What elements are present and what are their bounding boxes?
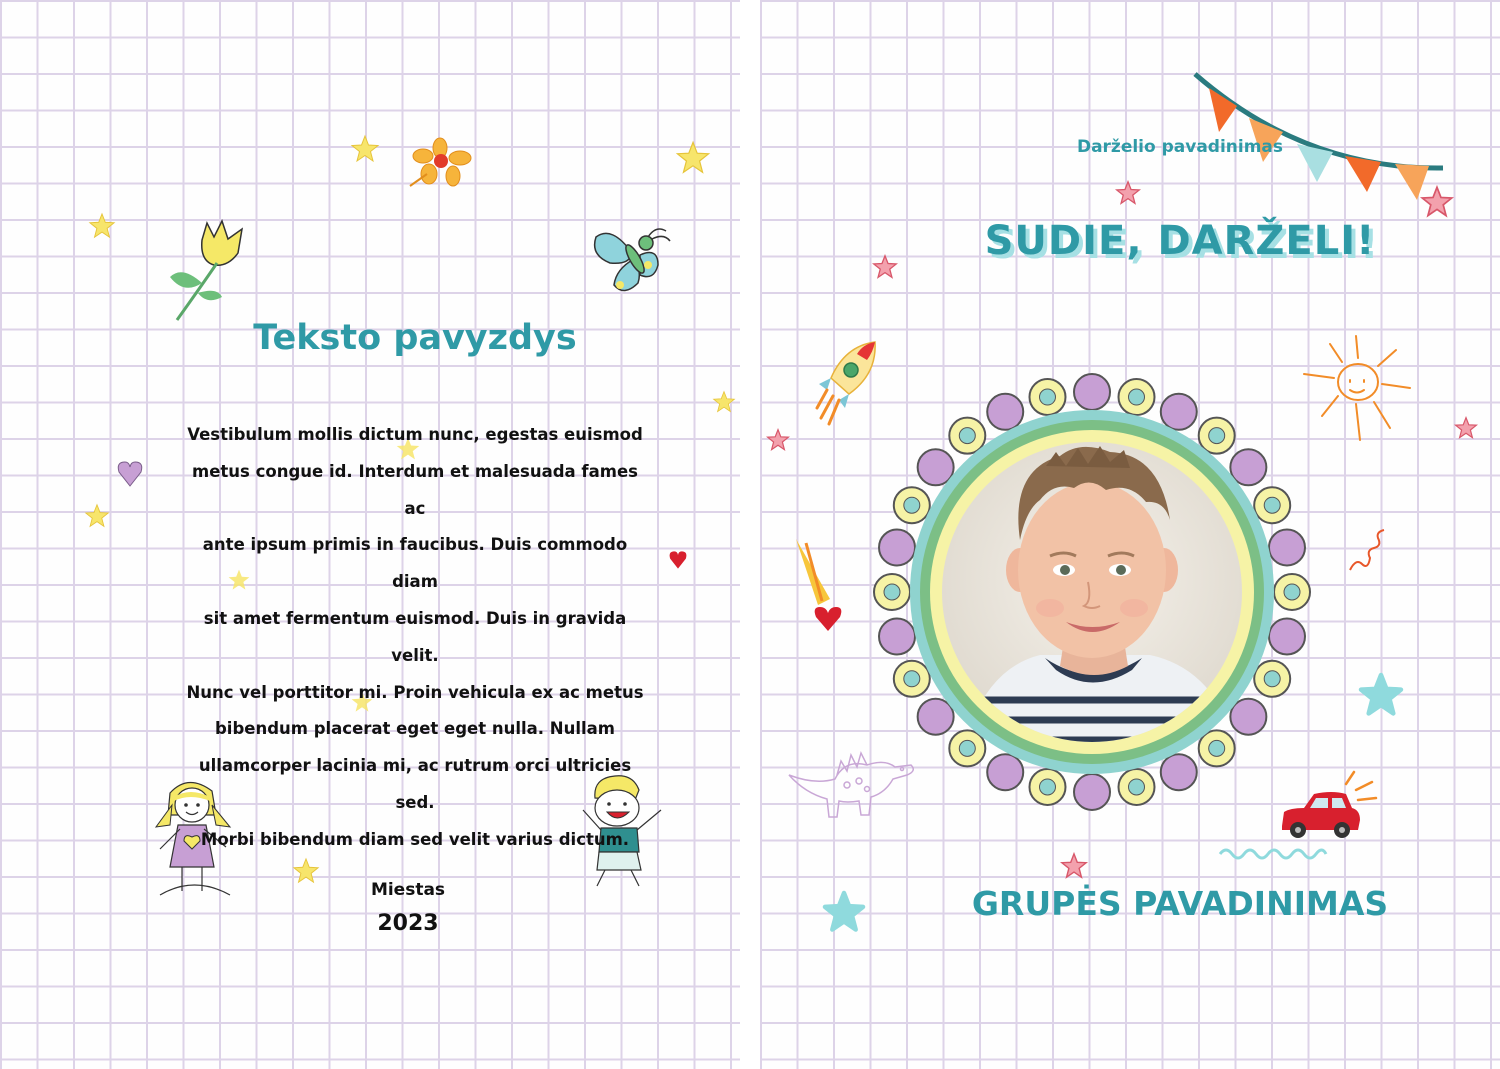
bead (987, 754, 1023, 790)
bead-dot (1209, 740, 1225, 756)
kindergarten-name: Darželio pavadinimas (1076, 137, 1284, 157)
sun-icon (1300, 330, 1415, 445)
star-icon (88, 212, 116, 240)
city-label: Miestas (370, 880, 446, 900)
bead-dot (959, 428, 975, 444)
bead (1230, 699, 1266, 735)
tulip-icon (162, 215, 252, 325)
body-line: ullamcorper lacinia mi, ac rutrum orci ultricies sed. (198, 756, 632, 812)
heart-icon (668, 550, 688, 570)
butterfly-icon (590, 225, 680, 300)
bead (1269, 619, 1305, 655)
bead (918, 699, 954, 735)
star-icon (1115, 180, 1141, 206)
body-line: Morbi bibendum diam sed velit varius dictum. (200, 829, 630, 849)
star-icon (1420, 185, 1454, 219)
bead (1161, 754, 1197, 790)
bead-dot (1129, 779, 1145, 795)
bead (1230, 449, 1266, 485)
body-line: Vestibulum mollis dictum nunc, egestas euismod (187, 425, 643, 444)
bead-dot (1264, 671, 1280, 687)
bead-dot (1129, 389, 1145, 405)
body-line: Nunc vel porttitor mi. Proin vehicula ex ac metus (186, 682, 644, 702)
body-line: metus congue id. Interdum et malesuada fames ac (192, 461, 638, 518)
bead-dot (904, 497, 920, 513)
heart-icon (117, 460, 143, 488)
year-label: 2023 (377, 911, 439, 936)
bead-dot (1209, 428, 1225, 444)
star-icon (712, 390, 736, 414)
bead-dot (1039, 389, 1055, 405)
star-icon (1358, 672, 1404, 718)
flower-icon (405, 138, 475, 190)
star-icon (350, 134, 380, 164)
left-page (0, 0, 740, 1069)
bead (918, 449, 954, 485)
star-icon (84, 503, 110, 529)
bead (1161, 394, 1197, 430)
bead (879, 619, 915, 655)
bead-dot (884, 584, 900, 600)
star-icon (1454, 416, 1478, 440)
bead-dot (1039, 779, 1055, 795)
body-text (182, 417, 648, 859)
page-gutter (740, 0, 760, 1069)
bead (1269, 529, 1305, 565)
star-icon (1060, 852, 1088, 880)
bead-dot (904, 671, 920, 687)
body-line: sit amet fermentum euismod. Duis in gravida velit. (203, 608, 627, 665)
bead-dot (1284, 584, 1300, 600)
bead (1074, 774, 1110, 810)
star-icon (675, 140, 711, 176)
page-title: Teksto pavyzdys (253, 318, 577, 358)
bead (987, 394, 1023, 430)
right-page (760, 0, 1500, 1069)
bead (1074, 374, 1110, 410)
star-icon (766, 428, 790, 452)
body-line: ante ipsum primis in faucibus. Duis commodo diam (202, 535, 628, 592)
shooting-heart-icon (792, 535, 844, 635)
bead-dot (959, 740, 975, 756)
photo-frame (870, 370, 1315, 815)
page-title: SUDIE, DARŽELI! (984, 218, 1376, 264)
bead (879, 529, 915, 565)
wave-icon (1218, 846, 1328, 862)
body-line: bibendum placerat eget eget nulla. Nullam (215, 719, 615, 739)
group-name: GRUPĖS PAVADINIMAS (971, 884, 1389, 923)
squiggle-icon (1348, 528, 1388, 572)
bead-dot (1264, 497, 1280, 513)
